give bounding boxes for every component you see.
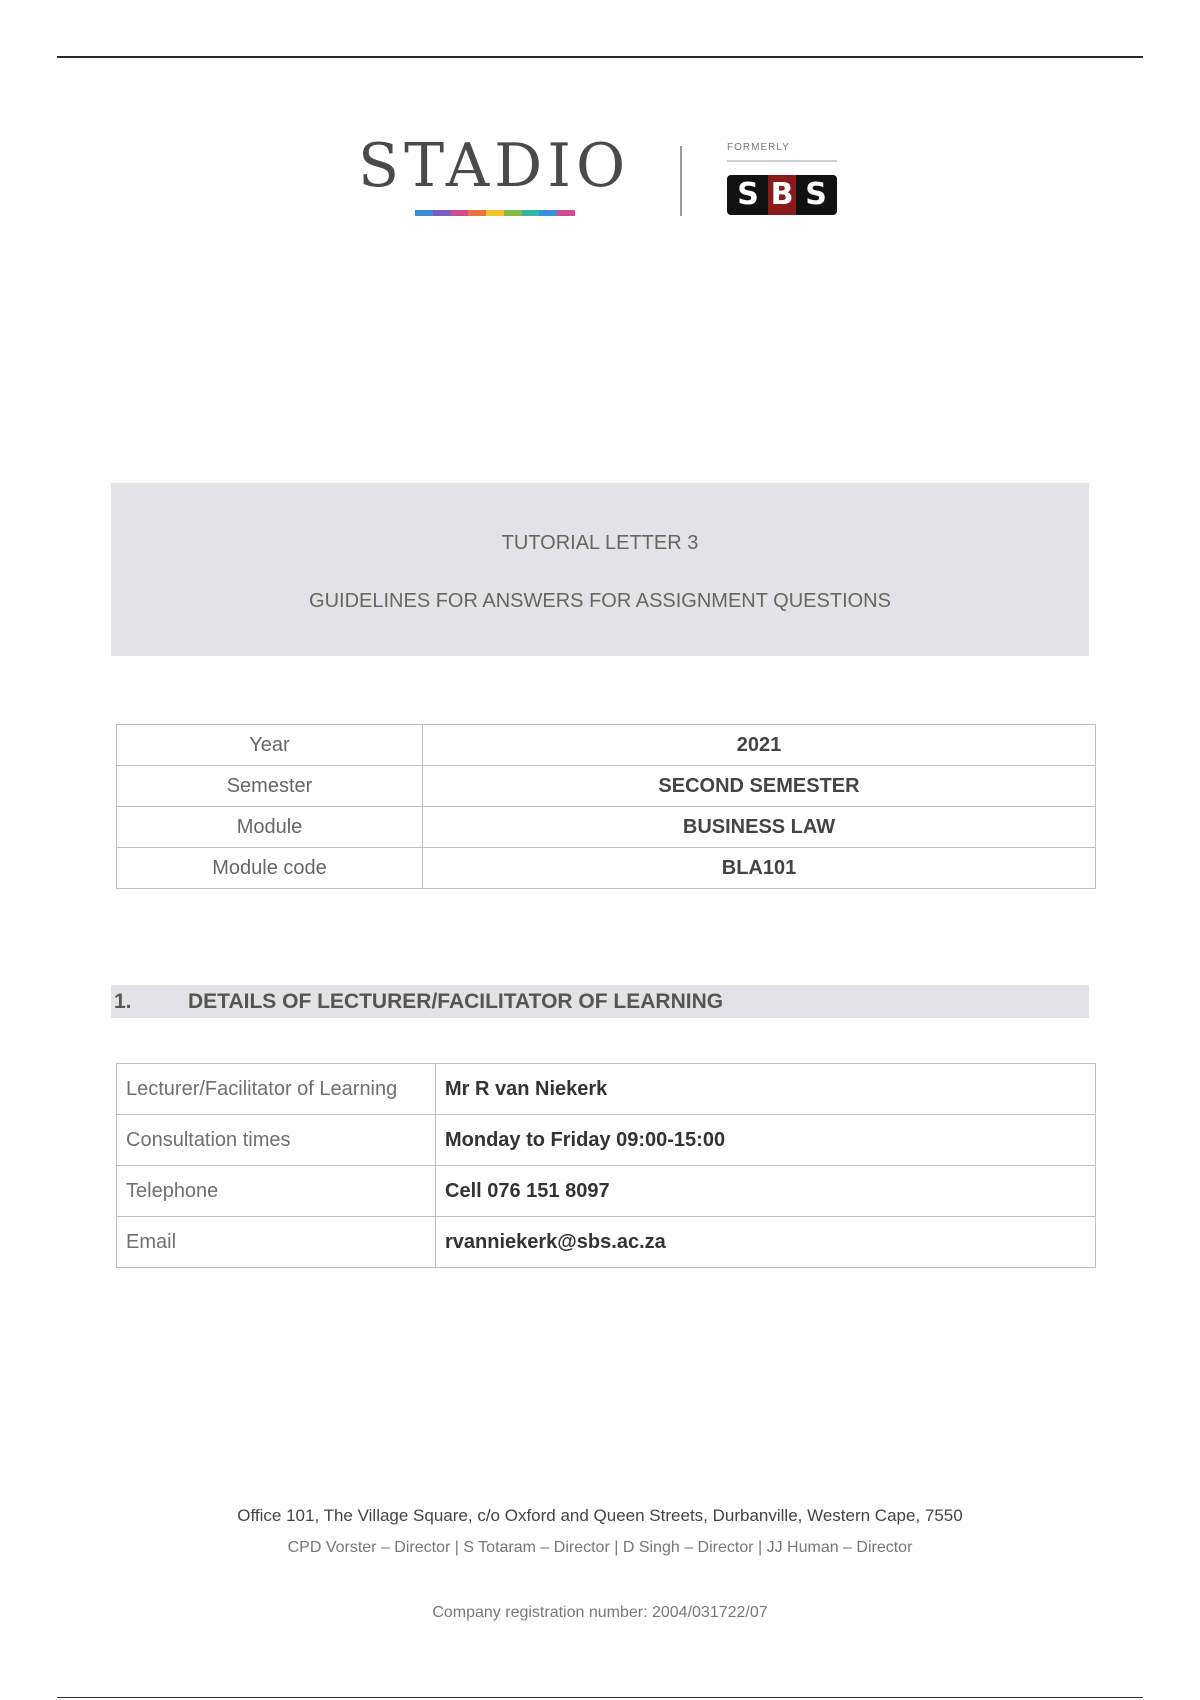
stadio-bar-segment [504, 210, 522, 216]
section-number: 1. [114, 990, 132, 1013]
stadio-bar-segment [468, 210, 486, 216]
bottom-rule [57, 1697, 1143, 1698]
sbs-letter-b: B [768, 175, 796, 215]
email-link[interactable]: rvanniekerk@sbs.ac.za [436, 1217, 1096, 1268]
table-row [117, 725, 1096, 766]
stadio-bar-segment [433, 210, 451, 216]
sbs-letter-s1: S [737, 177, 759, 212]
banner-subtitle: GUIDELINES FOR ANSWERS FOR ASSIGNMENT QUESTIONS [309, 590, 891, 612]
module-code-label: Module code [117, 848, 423, 889]
module-value: BUSINESS LAW [423, 807, 1096, 848]
semester-label: Semester [117, 766, 423, 807]
module-info-table [116, 724, 1096, 889]
module-code-value: BLA101 [423, 848, 1096, 889]
stadio-bar-segment [415, 210, 433, 216]
semester-value: SECOND SEMESTER [423, 766, 1096, 807]
table-row [117, 1115, 1096, 1166]
footer-directors: CPD Vorster – Director | S Totaram – Director | D Singh – Director | JJ Human – Director [287, 1539, 913, 1556]
stadio-color-bar [415, 210, 575, 216]
table-row [117, 807, 1096, 848]
module-label: Module [117, 807, 423, 848]
stadio-bar-segment [539, 210, 557, 216]
section-heading [111, 985, 1089, 1018]
banner-title: TUTORIAL LETTER 3 [501, 532, 699, 554]
year-label: Year [117, 725, 423, 766]
email-label: Email [117, 1217, 436, 1268]
table-row [117, 1166, 1096, 1217]
year-value: 2021 [423, 725, 1096, 766]
table-row [117, 1064, 1096, 1115]
formerly-underline [727, 160, 837, 162]
table-row [117, 848, 1096, 889]
lecturer-label: Lecturer/Facilitator of Learning [117, 1064, 436, 1115]
consultation-label: Consultation times [117, 1115, 436, 1166]
sbs-letter-s2: S [805, 177, 827, 212]
stadio-bar-segment [522, 210, 540, 216]
footer-address: Office 101, The Village Square, c/o Oxford and Queen Streets, Durbanville, Western Cape, 7550 [237, 1506, 963, 1525]
stadio-bar-segment [557, 210, 575, 216]
stadio-logo: STADIO [358, 131, 631, 201]
logo-divider [680, 146, 682, 216]
lecturer-details-table [116, 1063, 1096, 1268]
section-title: DETAILS OF LECTURER/FACILITATOR OF LEARNING [188, 990, 724, 1013]
telephone-label: Telephone [117, 1166, 436, 1217]
sbs-logo [727, 175, 837, 215]
lecturer-value: Mr R van Niekerk [436, 1064, 1096, 1115]
header-logos [0, 130, 1200, 230]
footer-registration: Company registration number: 2004/031722/07 [432, 1604, 768, 1621]
stadio-bar-segment [451, 210, 469, 216]
telephone-value: Cell 076 151 8097 [436, 1166, 1096, 1217]
top-rule [57, 56, 1143, 58]
stadio-bar-segment [486, 210, 504, 216]
title-banner [111, 483, 1089, 656]
table-row [117, 766, 1096, 807]
consultation-value: Monday to Friday 09:00-15:00 [436, 1115, 1096, 1166]
table-row [117, 1217, 1096, 1268]
formerly-label: FORMERLY [727, 142, 790, 153]
